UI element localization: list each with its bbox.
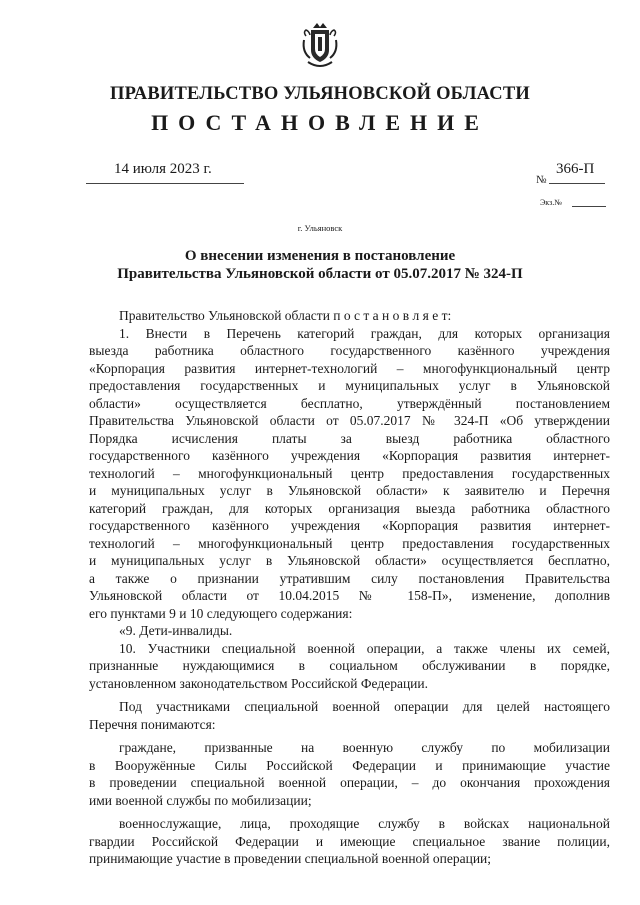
title-line-2: Правительства Ульяновской области от 05.07.2017 № 324-П [117, 266, 523, 282]
body-line: технологий – многофункциональный центр предоставления государственных [89, 465, 610, 481]
decree-date: 14 июля 2023 г. [114, 161, 212, 177]
government-name: ПРАВИТЕЛЬСТВО УЛЬЯНОВСКОЙ ОБЛАСТИ [110, 84, 530, 104]
document-body [89, 307, 610, 868]
body-line: Правительство Ульяновской области п о с т а н о в л я е т: [119, 308, 452, 323]
document-title [80, 247, 560, 283]
body-line: и муниципальных услуг в Ульяновской области» осуществляется бесплатно, [89, 553, 610, 568]
body-line: а также о признании утратившим силу постановления Правительства [89, 570, 610, 586]
body-line: в проведении специальной военной операции, – до окончания прохождения [89, 775, 610, 790]
body-line: Под участниками специальной военной операции для целей настоящего [119, 699, 610, 714]
body-line: государственного казённого учреждения «Корпорация развития интернет- [89, 448, 610, 463]
body-line: государственного казённого учреждения «Корпорация развития интернет- [89, 518, 610, 533]
number-sign: № [536, 174, 547, 186]
body-line: принимающие участие в проведении специальной военной операции; [89, 851, 492, 866]
body-line: Порядка исчисления платы за выезд работника областного [89, 430, 610, 446]
copy-number-underline [572, 206, 606, 207]
body-line: и муниципальных услуг в Ульяновской области» к заявителю и Перечня [89, 483, 610, 498]
body-line: в Вооружённые Силы Российской Федерации и принимающие участие [89, 757, 610, 773]
title-line-1: О внесении изменения в постановление [184, 248, 456, 264]
coat-of-arms-emblem [300, 22, 340, 72]
body-line: технологий – многофункциональный центр предоставления государственных [89, 535, 610, 551]
body-line: граждане, призванные на военную службу по мобилизации [119, 740, 610, 755]
city: г. Ульяновск [297, 223, 343, 233]
body-line: области» осуществляется бесплатно, утверждённый постановлением [89, 395, 610, 411]
body-line: Перечня понимаются: [89, 716, 216, 732]
body-line: Правительства Ульяновской области от 05.07.2017 № 324-П «Об утверждении [89, 413, 610, 428]
body-line: предоставления государственных и муниципальных услуг в Ульяновской [89, 378, 610, 393]
body-line: категорий граждан, для которых организация выезда работника областного [89, 500, 610, 516]
body-line: ими военной службы по мобилизации; [89, 792, 312, 808]
body-line: 10. Участники специальной военной операции, а также члены их семей, [119, 640, 610, 656]
body-line: военнослужащие, лица, проходящие службу в войсках национальной [119, 816, 610, 831]
body-line: установленном законодательством Российской Федерации. [89, 675, 429, 691]
body-line: гвардии Российской Федерации и имеющие специальное звание полиции, [89, 833, 610, 849]
document-type: ПОСТАНОВЛЕНИЕ [151, 110, 489, 135]
body-line: Ульяновской области от 10.04.2015 № 158-П», изменение, дополнив [89, 588, 610, 603]
decree-number: 366-П [556, 161, 595, 177]
copy-number-label: Экз.№ [540, 198, 562, 207]
body-line: «9. Дети-инвалиды. [119, 623, 233, 638]
number-underline [549, 183, 605, 184]
body-line: 1. Внести в Перечень категорий граждан, для которых организация [119, 325, 610, 341]
date-underline [86, 183, 244, 184]
body-line: признанные нуждающимися в социальном обслуживании в порядке, [89, 658, 610, 673]
body-line: выезда работника областного государственного казённого учреждения [89, 343, 610, 358]
body-line: «Корпорация развития интернет-технологий – многофункциональный центр [89, 360, 610, 376]
body-line: его пунктами 9 и 10 следующего содержания: [89, 605, 353, 621]
